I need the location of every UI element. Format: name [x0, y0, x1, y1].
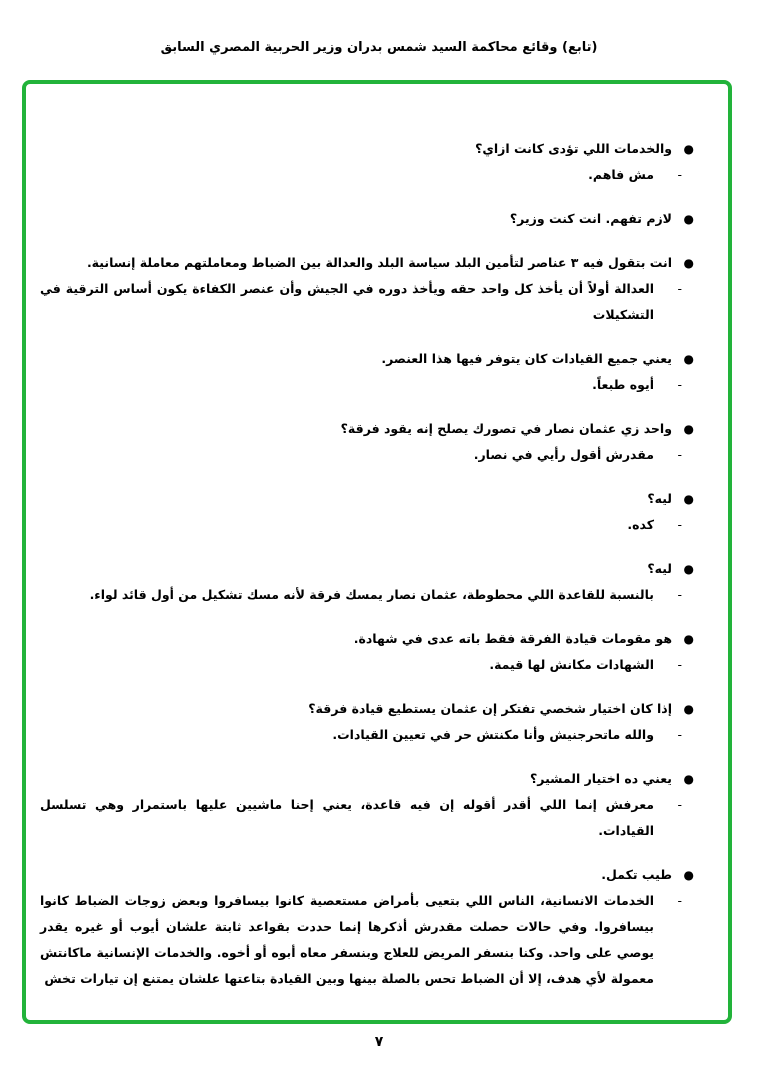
qa-item	[40, 766, 694, 844]
qa-item	[40, 556, 694, 608]
question-text: يعني جميع القيادات كان يتوفر فيها هذا العنصر.	[381, 351, 672, 366]
dash-icon: -	[677, 587, 682, 602]
answer-text: بالنسبة للقاعدة اللي محطوطة، عثمان نصار يمسك فرقة لأنه مسك تشكيل من أول قائد لواء.	[89, 587, 654, 602]
question-text: يعني ده اختيار المشير؟	[530, 771, 672, 786]
answer-text: معرفش إنما اللي أقدر أقوله إن فيه قاعدة، يعني إحنا ماشيين عليها باستمرار وهي تسلسل القيادات.	[40, 797, 654, 838]
question-text: لازم تفهم. انت كنت وزير؟	[509, 211, 672, 226]
answer	[40, 372, 694, 398]
question	[40, 626, 694, 652]
bullet-icon: ●	[683, 772, 694, 786]
question	[40, 206, 694, 232]
answer	[40, 442, 694, 468]
dash-icon: -	[677, 167, 682, 182]
question	[40, 862, 694, 888]
answer-text: مقدرش أقول رأيي في نصار.	[473, 447, 654, 462]
question	[40, 136, 694, 162]
dash-icon: -	[677, 281, 682, 296]
answer-text: والله ماتحرجنيش وأنا مكنتش حر في تعيين القيادات.	[332, 727, 654, 742]
qa-item	[40, 416, 694, 468]
question	[40, 346, 694, 372]
answer-text: مش فاهم.	[588, 167, 654, 182]
question	[40, 250, 694, 276]
answer-text: كده.	[627, 517, 654, 532]
question	[40, 556, 694, 582]
bullet-icon: ●	[683, 256, 694, 270]
bullet-icon: ●	[683, 868, 694, 882]
answer	[40, 582, 694, 608]
answer-text: أيوه طبعاً.	[592, 377, 654, 392]
answer-text: العدالة أولاً أن يأخذ كل واحد حقه ويأخذ دوره في الجيش وأن عنصر الكفاءة يكون أساس الترقية في التشكيلات	[40, 281, 654, 322]
bullet-icon: ●	[683, 632, 694, 646]
qa-item	[40, 346, 694, 398]
bullet-icon: ●	[683, 702, 694, 716]
answer	[40, 722, 694, 748]
dash-icon: -	[677, 727, 682, 742]
question-text: واحد زي عثمان نصار في تصورك يصلح إنه يقود فرقة؟	[340, 421, 672, 436]
page-title: (تابع) وقائع محاكمة السيد شمس بدران وزير الحربية المصري السابق	[160, 40, 598, 55]
dash-icon: -	[677, 797, 682, 812]
bullet-icon: ●	[683, 352, 694, 366]
question-text: هو مقومات قيادة الفرقة فقط باته عدى في شهادة.	[353, 631, 672, 646]
answer-text: الخدمات الانسانية، الناس اللي بتعيى بأمراض مستعصية كانوا بيسافروا وبعض زوجات الضباط كانوا بيسافروا. وفي حالات حصلت مقدرش أذكرها إنما حددت بقواعد ثابتة علشان أيوب أو غيره يقدر يوصي على واحد. وكنا بنسفر المريض للعلاج وبنسفر معاه أبوه أو أخوه. والخدمات الإنسانية ماكانتش معمولة لأي هدف، إلا أن الضباط تحس بالصلة بينها وبين القيادة بتاعتها علشان يمتنع إن تيارات تخش	[40, 893, 654, 986]
question-text: انت بتقول فيه ٣ عناصر لتأمين البلد سياسة البلد والعدالة بين الضباط ومعاملتهم معاملة إنسانية.	[86, 255, 672, 270]
question-text: ليه؟	[647, 491, 672, 506]
transcript-body	[40, 136, 694, 1010]
bullet-icon: ●	[683, 492, 694, 506]
answer	[40, 512, 694, 538]
dash-icon: -	[677, 893, 682, 908]
answer	[40, 162, 694, 188]
dash-icon: -	[677, 657, 682, 672]
answer	[40, 792, 694, 844]
question	[40, 766, 694, 792]
answer	[40, 276, 694, 328]
qa-item	[40, 626, 694, 678]
question-text: إذا كان اختيار شخصي تفتكر إن عثمان يستطيع قيادة فرقة؟	[308, 701, 672, 716]
page-number: ٧	[374, 1034, 384, 1050]
qa-item	[40, 206, 694, 232]
question	[40, 486, 694, 512]
bullet-icon: ●	[683, 142, 694, 156]
answer	[40, 888, 694, 992]
answer	[40, 652, 694, 678]
dash-icon: -	[677, 377, 682, 392]
bullet-icon: ●	[683, 212, 694, 226]
question-text: ليه؟	[647, 561, 672, 576]
bullet-icon: ●	[683, 562, 694, 576]
qa-item	[40, 862, 694, 992]
qa-item	[40, 486, 694, 538]
dash-icon: -	[677, 447, 682, 462]
dash-icon: -	[677, 517, 682, 532]
bullet-icon: ●	[683, 422, 694, 436]
question-text: والخدمات اللي تؤدى كانت ازاي؟	[475, 141, 672, 156]
question-text: طيب تكمل.	[601, 867, 672, 882]
qa-item	[40, 250, 694, 328]
question	[40, 696, 694, 722]
qa-item	[40, 696, 694, 748]
qa-item	[40, 136, 694, 188]
answer-text: الشهادات مكانش لها قيمة.	[489, 657, 654, 672]
question	[40, 416, 694, 442]
